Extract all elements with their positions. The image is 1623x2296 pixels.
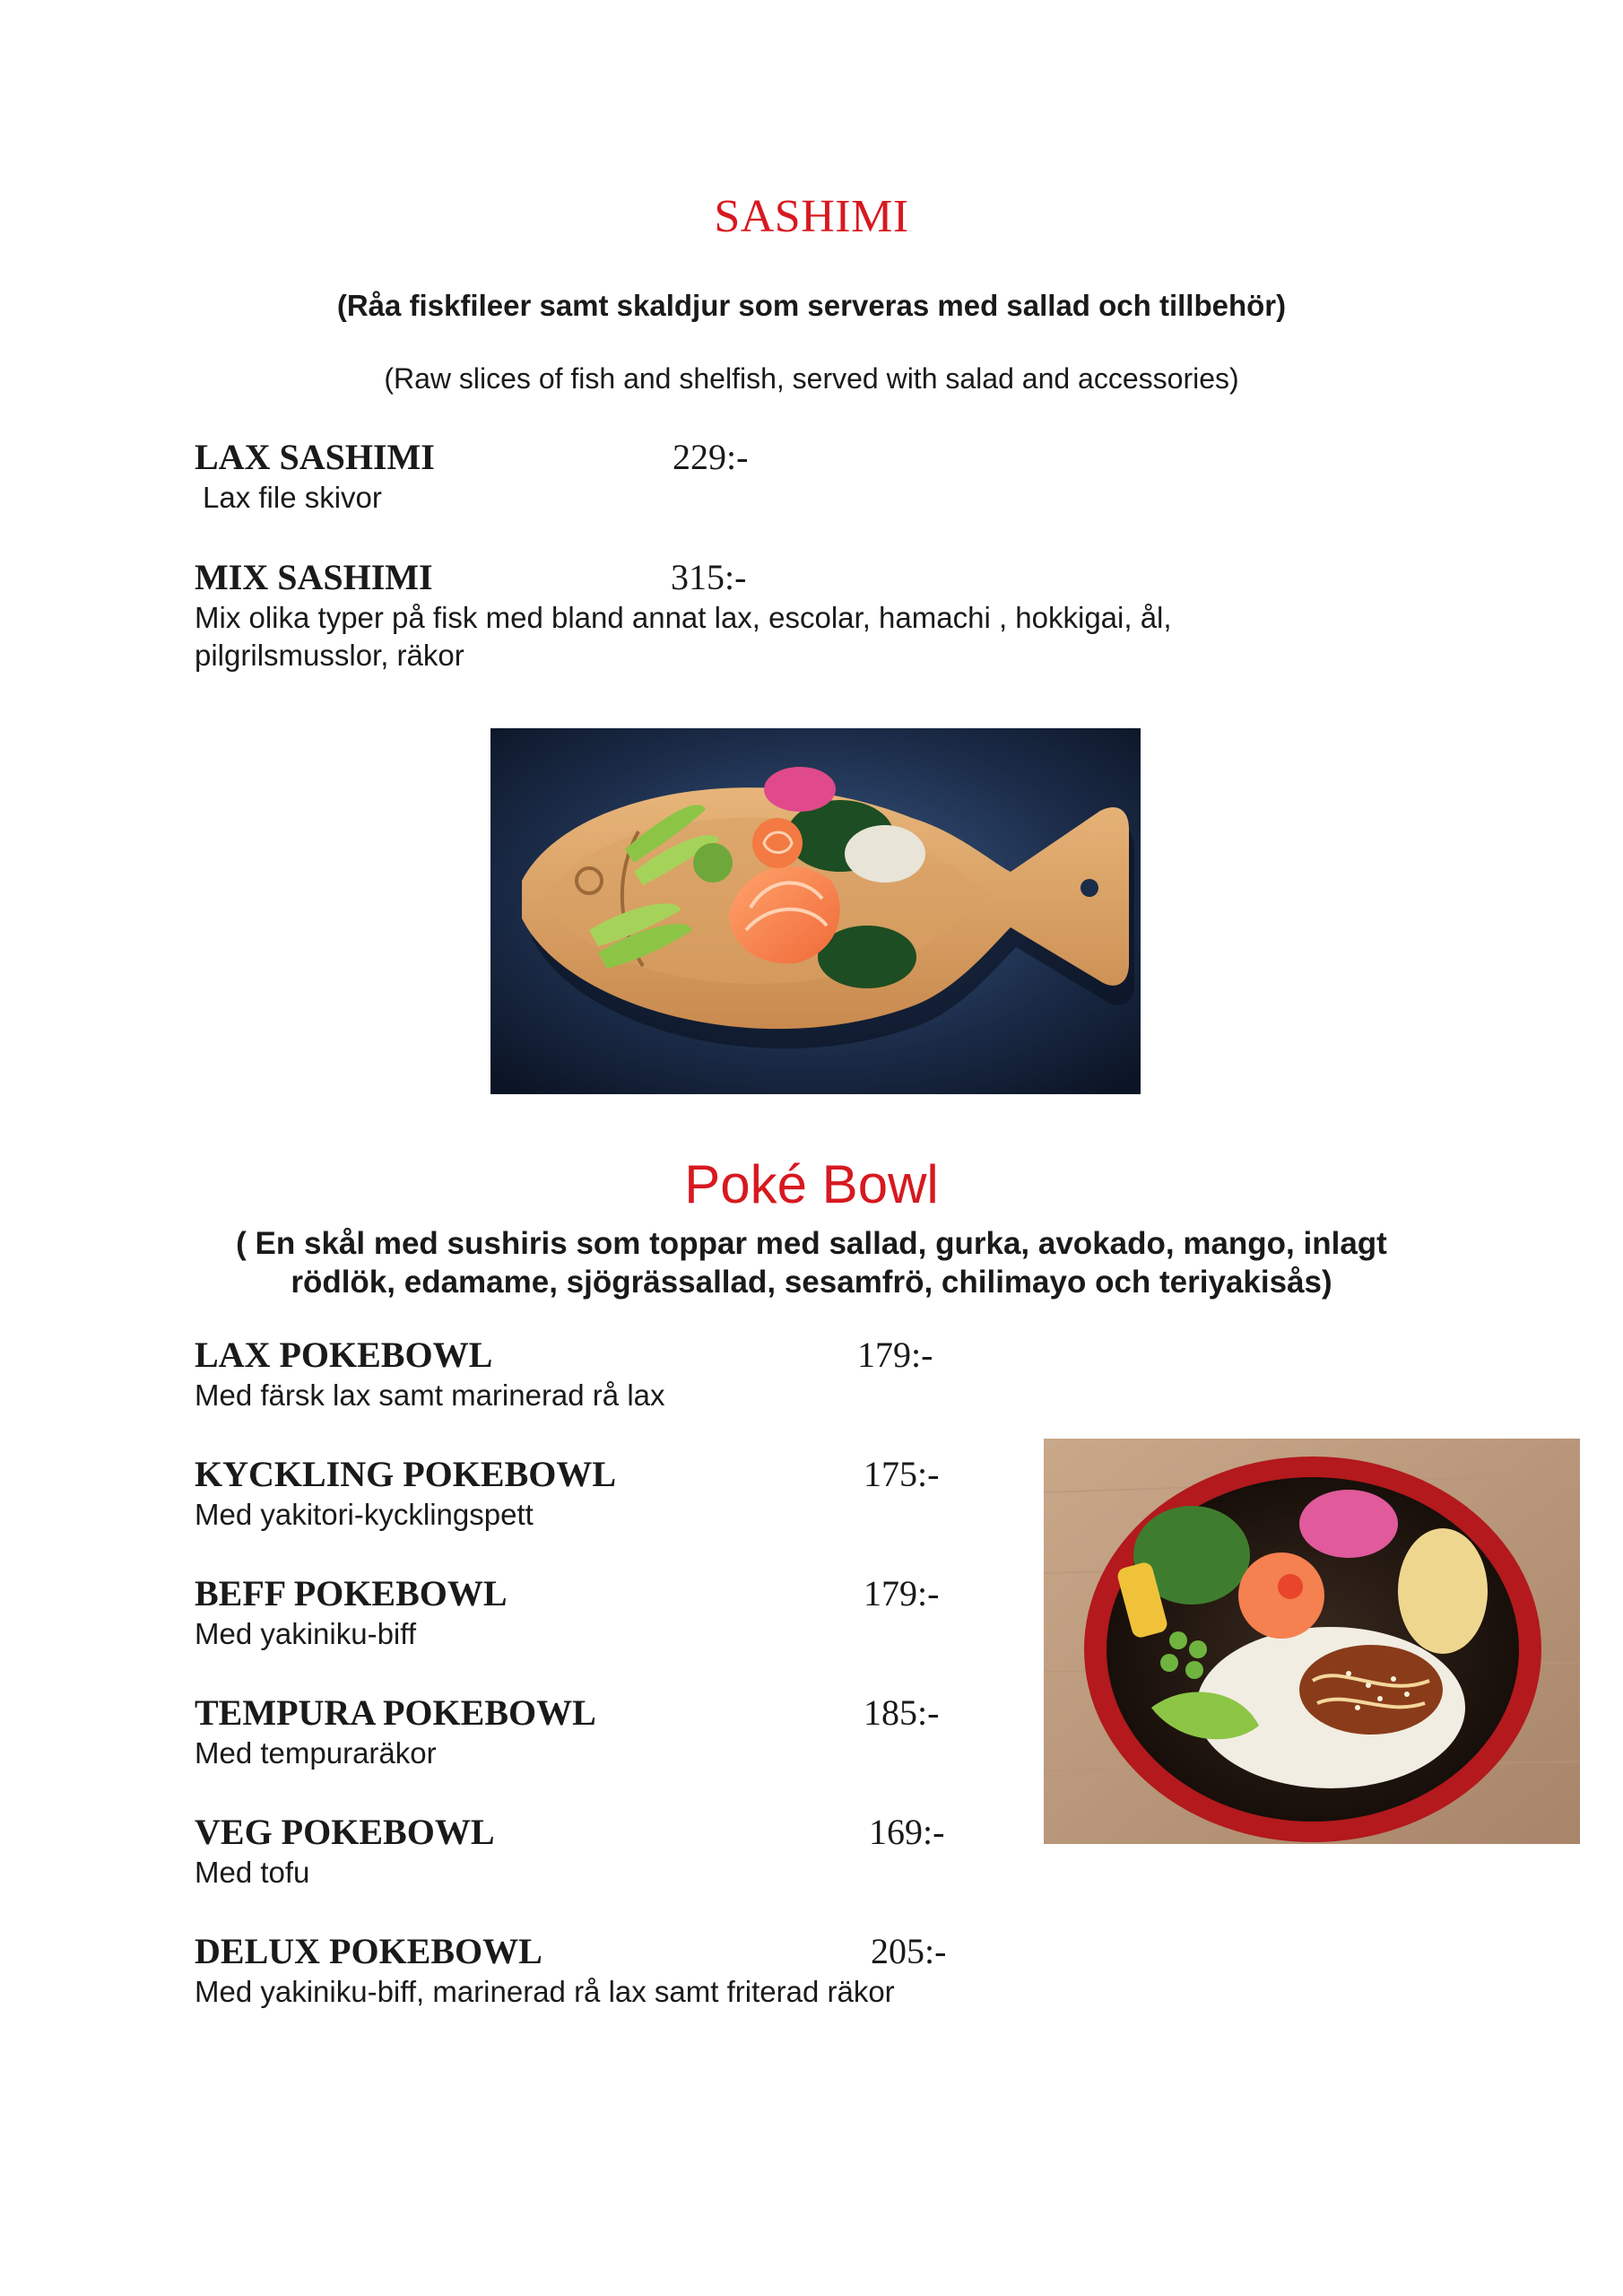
lax-sashimi-description: Lax file skivor — [203, 481, 382, 514]
sashimi-subtitle-english: (Raw slices of fish and shelfish, served with salad and accessories) — [384, 362, 1239, 395]
kyckling-pokebowl-price: 175:- — [864, 1454, 940, 1494]
sashimi-subtitle-swedish: (Råa fiskfileer samt skaldjur som serveras med sallad och tillbehör) — [336, 289, 1287, 322]
lax-pokebowl-price: 179:- — [857, 1335, 933, 1375]
tempura-pokebowl-name: TEMPURA POKEBOWL — [195, 1692, 596, 1733]
poke-bowl-illustration — [1044, 1439, 1580, 1844]
mix-sashimi-name: MIX SASHIMI — [195, 557, 433, 597]
poke-title: Poké Bowl — [684, 1154, 939, 1214]
lax-pokebowl-name: LAX POKEBOWL — [195, 1335, 493, 1375]
beff-pokebowl-name: BEFF POKEBOWL — [195, 1573, 508, 1613]
lax-sashimi-name: LAX SASHIMI — [195, 437, 435, 477]
lax-sashimi-price: 229:- — [673, 437, 749, 477]
poke-subtitle-line1: ( En skål med sushiris som toppar med sallad, gurka, avokado, mango, inlagt — [236, 1226, 1387, 1261]
beff-pokebowl-price: 179:- — [864, 1573, 940, 1613]
tempura-pokebowl-price: 185:- — [864, 1692, 940, 1733]
sashimi-title: SASHIMI — [714, 191, 909, 242]
veg-pokebowl-price: 169:- — [869, 1812, 945, 1852]
veg-pokebowl-description: Med tofu — [195, 1856, 310, 1889]
lax-pokebowl-description: Med färsk lax samt marinerad rå lax — [195, 1378, 665, 1412]
beff-pokebowl-description: Med yakiniku-biff — [195, 1617, 417, 1650]
mix-sashimi-price: 315:- — [671, 557, 747, 597]
tempura-pokebowl-description: Med tempuraräkor — [195, 1736, 437, 1770]
delux-pokebowl-name: DELUX POKEBOWL — [195, 1931, 542, 1971]
mix-sashimi-description-line1: Mix olika typer på fisk med bland annat lax, escolar, hamachi , hokkigai, ål, — [195, 601, 1172, 634]
poke-subtitle-line2: rödlök, edamame, sjögrässallad, sesamfrö, chilimayo och teriyakisås) — [291, 1265, 1332, 1300]
delux-pokebowl-description: Med yakiniku-biff, marinerad rå lax samt friterad räkor — [195, 1975, 895, 2008]
kyckling-pokebowl-name: KYCKLING POKEBOWL — [195, 1454, 617, 1494]
mix-sashimi-description-line2: pilgrilsmusslor, räkor — [195, 639, 464, 672]
sashimi-platter-illustration — [490, 728, 1141, 1094]
delux-pokebowl-price: 205:- — [871, 1931, 947, 1971]
poke-bowl-photo — [1044, 1439, 1580, 1844]
kyckling-pokebowl-description: Med yakitori-kycklingspett — [195, 1498, 534, 1531]
veg-pokebowl-name: VEG POKEBOWL — [195, 1812, 495, 1852]
sashimi-platter-photo — [490, 728, 1141, 1094]
